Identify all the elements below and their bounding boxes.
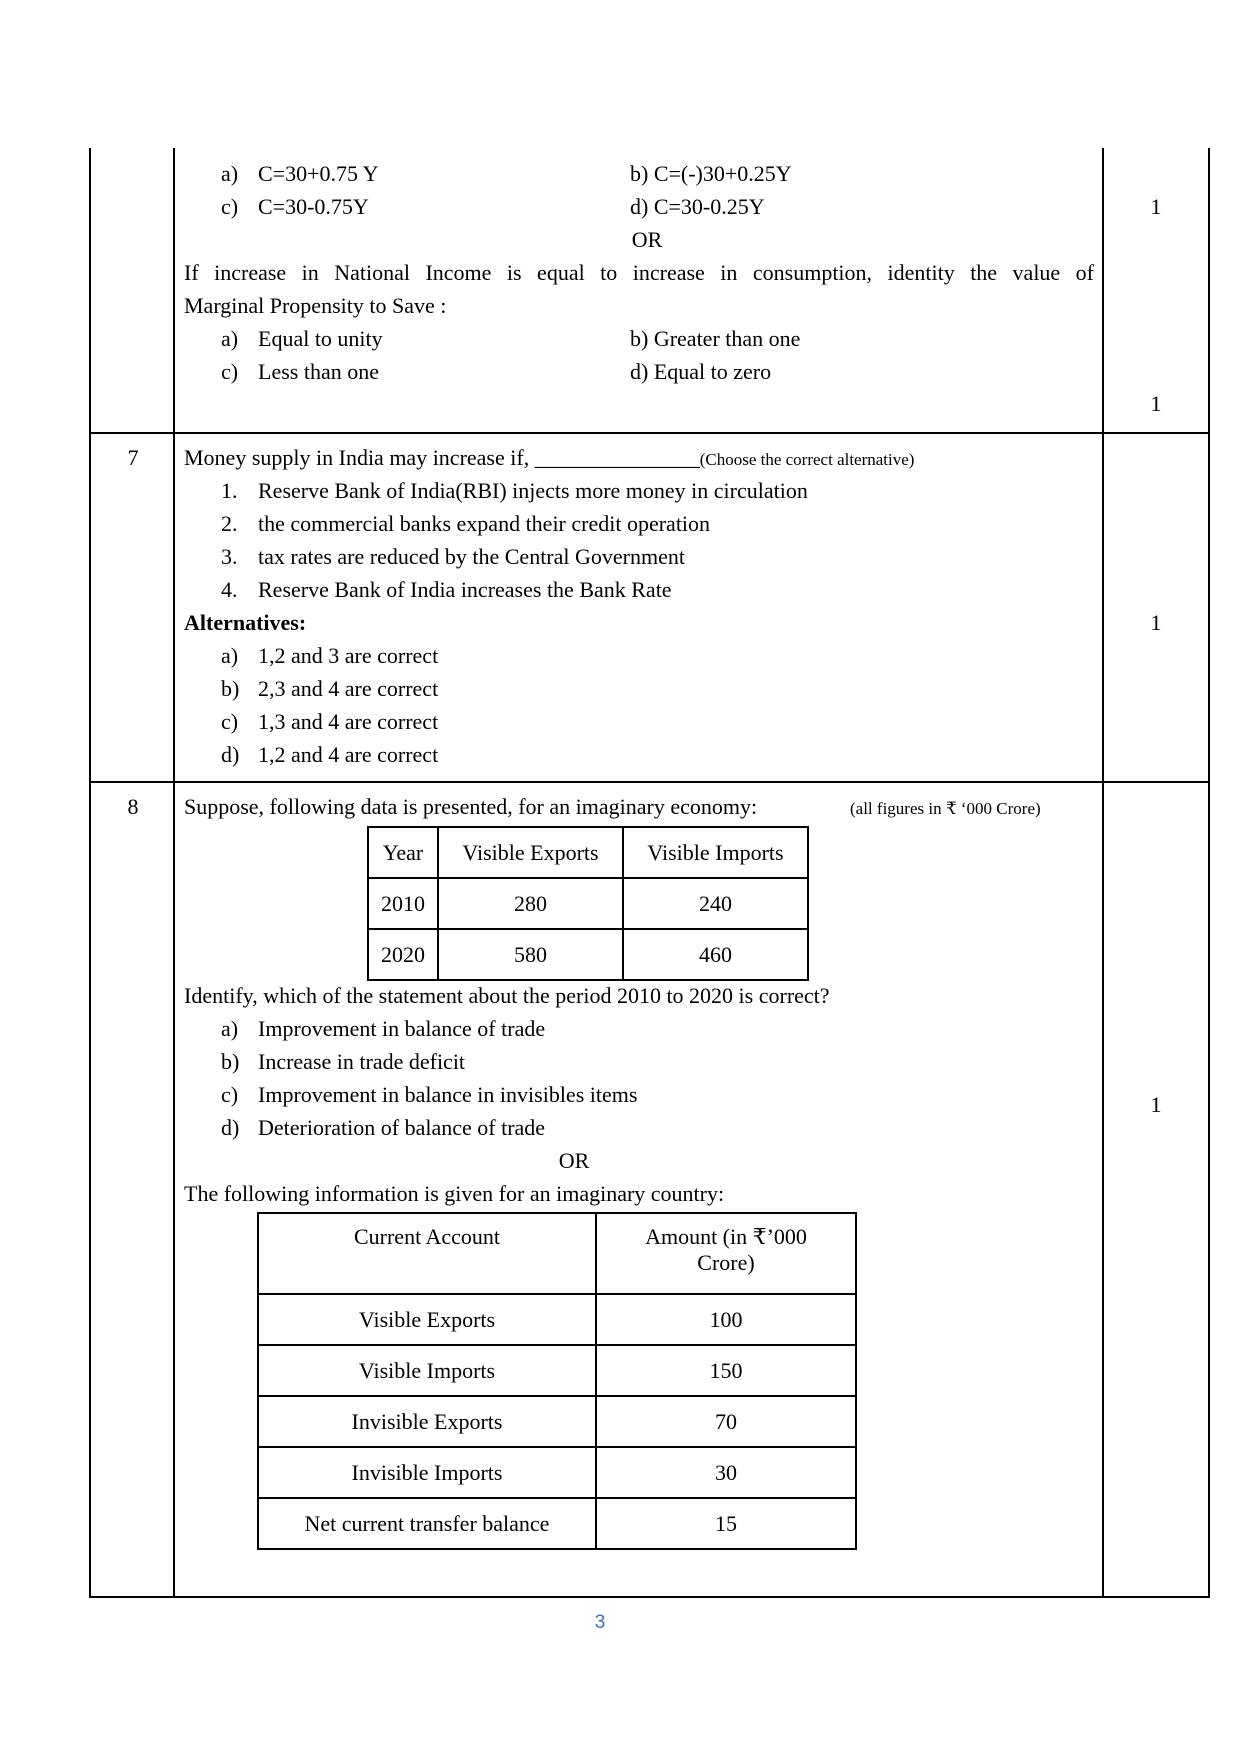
- question-number: 8: [127, 794, 139, 819]
- alternative-label: d): [221, 742, 240, 767]
- table-row: [258, 1345, 856, 1396]
- page-number: 3: [594, 1612, 606, 1633]
- question-number: 7: [127, 445, 139, 470]
- alt-option-d: d) Equal to zero: [630, 359, 772, 384]
- alt-question-stem: The following information is given for an imaginary country:: [184, 1181, 725, 1206]
- alternative-label: a): [221, 643, 239, 668]
- question-stem-text: Money supply in India may increase if, _______________: [184, 445, 700, 470]
- statement-text: Reserve Bank of India(RBI) injects more money in circulation: [258, 478, 808, 503]
- cell-amount: 15: [596, 1498, 856, 1549]
- alternative-text: 1,2 and 4 are correct: [258, 742, 439, 767]
- cell-year: 2010: [368, 878, 438, 929]
- statement-text: Reserve Bank of India increases the Bank Rate: [258, 577, 672, 602]
- question-stem: [184, 441, 914, 476]
- marks-q8: 1: [1150, 1092, 1162, 1117]
- option-d: d) C=30-0.25Y: [630, 194, 765, 219]
- table-header-row: [368, 827, 808, 878]
- alternative-text: 1,3 and 4 are correct: [258, 709, 439, 734]
- option-label: c): [221, 1082, 239, 1107]
- option-text: Increase in trade deficit: [258, 1049, 466, 1074]
- cell-visible-exports: 580: [438, 929, 623, 980]
- column-header-visible-exports: Visible Exports: [438, 827, 623, 878]
- row-divider-6-7: [89, 432, 1210, 434]
- column-header-current-account: Current Account: [258, 1213, 596, 1294]
- cell-account-item: Net current transfer balance: [258, 1498, 596, 1549]
- current-account-table: [257, 1212, 857, 1550]
- cell-account-item: Visible Exports: [258, 1294, 596, 1345]
- table-row: [258, 1498, 856, 1549]
- alt-option-b: b) Greater than one: [630, 326, 801, 351]
- statement-number: 2.: [221, 511, 238, 536]
- cell-visible-imports: 240: [623, 878, 808, 929]
- question-stem-note: (all figures in ₹ ‘000 Crore): [850, 799, 1041, 818]
- alternative-text: 1,2 and 3 are correct: [258, 643, 439, 668]
- statement-number: 3.: [221, 544, 238, 569]
- statement-number: 1.: [221, 478, 238, 503]
- question-stem: Suppose, following data is presented, for an imaginary economy:: [184, 794, 758, 819]
- row-divider-7-8: [89, 781, 1210, 783]
- alt-option-a-label: a): [221, 326, 239, 351]
- option-text: Deterioration of balance of trade: [258, 1115, 546, 1140]
- or-separator: OR: [631, 227, 663, 252]
- option-label: a): [221, 1016, 239, 1041]
- alt-option-c-label: c): [221, 359, 239, 384]
- option-label: b): [221, 1049, 240, 1074]
- trade-data-table: [367, 826, 809, 981]
- alternatives-heading: Alternatives:: [184, 610, 307, 635]
- table-border-col2: [1102, 148, 1104, 1598]
- option-c-text: C=30-0.75Y: [258, 194, 369, 219]
- statement-text: tax rates are reduced by the Central Government: [258, 544, 685, 569]
- cell-amount: 100: [596, 1294, 856, 1345]
- table-border-left: [89, 148, 91, 1598]
- cell-year: 2020: [368, 929, 438, 980]
- cell-amount: 70: [596, 1396, 856, 1447]
- table-border-bottom: [89, 1596, 1210, 1598]
- option-a-text: C=30+0.75 Y: [258, 161, 379, 186]
- alt-option-a-text: Equal to unity: [258, 326, 383, 351]
- option-b: b) C=(-)30+0.25Y: [630, 161, 792, 186]
- marks-q6-or: 1: [1150, 391, 1162, 416]
- marks-q7: 1: [1150, 610, 1162, 635]
- alternative-label: b): [221, 676, 240, 701]
- alt-option-c-text: Less than one: [258, 359, 379, 384]
- alt-question-stem: If increase in National Income is equal to increase in consumption, identity the value of: [184, 260, 1094, 285]
- table-border-col1: [173, 148, 175, 1598]
- question-stem-note: (Choose the correct alternative): [699, 450, 915, 469]
- amount-header-line1: Amount (in ₹’000: [645, 1224, 807, 1249]
- alt-question-stem-line2: Marginal Propensity to Save :: [184, 293, 447, 318]
- cell-account-item: Invisible Imports: [258, 1447, 596, 1498]
- table-row: [258, 1294, 856, 1345]
- alternative-text: 2,3 and 4 are correct: [258, 676, 439, 701]
- table-header-row: [258, 1213, 856, 1294]
- column-header-amount: [596, 1213, 856, 1294]
- marks-q6: 1: [1150, 194, 1162, 219]
- option-a-label: a): [221, 161, 239, 186]
- cell-amount: 150: [596, 1345, 856, 1396]
- table-row: [368, 878, 808, 929]
- cell-amount: 30: [596, 1447, 856, 1498]
- amount-header-line2: Crore): [697, 1250, 755, 1275]
- cell-visible-exports: 280: [438, 878, 623, 929]
- option-c-label: c): [221, 194, 239, 219]
- option-label: d): [221, 1115, 240, 1140]
- table-border-right: [1208, 148, 1210, 1598]
- question-text: Identify, which of the statement about the period 2010 to 2020 is correct?: [184, 983, 830, 1008]
- cell-account-item: Visible Imports: [258, 1345, 596, 1396]
- alternative-label: c): [221, 709, 239, 734]
- column-header-visible-imports: Visible Imports: [623, 827, 808, 878]
- statement-number: 4.: [221, 577, 238, 602]
- table-row: [258, 1447, 856, 1498]
- table-row: [258, 1396, 856, 1447]
- option-text: Improvement in balance in invisibles items: [258, 1082, 638, 1107]
- cell-account-item: Invisible Exports: [258, 1396, 596, 1447]
- or-separator: OR: [558, 1148, 590, 1173]
- option-text: Improvement in balance of trade: [258, 1016, 546, 1041]
- statement-text: the commercial banks expand their credit operation: [258, 511, 711, 536]
- table-row: [368, 929, 808, 980]
- column-header-year: Year: [368, 827, 438, 878]
- cell-visible-imports: 460: [623, 929, 808, 980]
